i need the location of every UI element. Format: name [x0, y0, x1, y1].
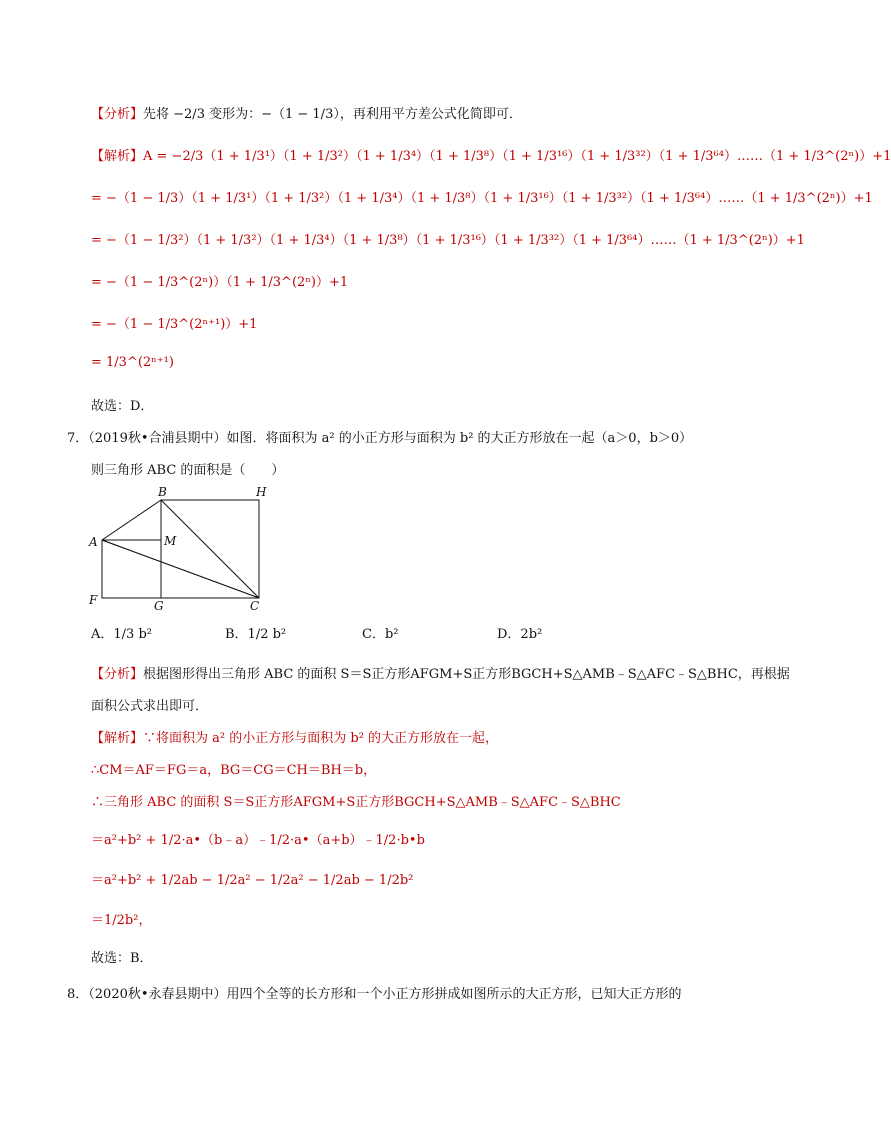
- q7-solution-line-1: 【解析】∵将面积为 a² 的小正方形与面积为 b² 的大正方形放在一起，: [91, 731, 499, 746]
- q7-solution-line-5: ＝a²+b² + 1/2ab − 1/2a² − 1/2a² − 1/2ab − 1/2b²: [91, 873, 414, 888]
- segment-ab: [102, 500, 161, 540]
- q6-solution-line-3: = −（1 − 1/3²）（1 + 1/3²）（1 + 1/3⁴）（1 + 1/3⁸）（1 + 1/3¹⁶）（1 + 1/3³²）（1 + 1/3⁶⁴）……（1 + 1/3^(2ⁿ)）+1: [91, 233, 805, 248]
- q7-geometry-figure: [86, 484, 286, 614]
- label-m: M: [164, 534, 177, 548]
- q6-solution-line-6: = 1/3^(2ⁿ⁺¹): [91, 355, 174, 370]
- label-h: H: [256, 485, 267, 499]
- q7-stem-line-1: 7．（2019秋•合浦县期中）如图．将面积为 a² 的小正方形与面积为 b² 的大正方形放在一起（a＞0，b＞0）: [67, 431, 693, 446]
- q6-solution-line-5: = −（1 − 1/3^(2ⁿ⁺¹)）+1: [91, 317, 258, 332]
- q7-solution-line-6: ＝1/2b²，: [91, 913, 152, 928]
- solution-label: 【解析】: [91, 731, 144, 746]
- solution-label: 【解析】: [91, 149, 144, 164]
- q6-analysis-text: 先将 −2/3 变形为：−（1 − 1/3），再利用平方差公式化简即可．: [143, 107, 522, 122]
- q6-analysis: [91, 104, 522, 126]
- q6-solution-line-1: 【解析】A = −2/3（1 + 1/3¹）（1 + 1/3²）（1 + 1/3⁴）（1 + 1/3⁸）（1 + 1/3¹⁶）（1 + 1/3³²）（1 + 1/3⁶⁴）……（1 + 1/3^(2ⁿ)）+1: [91, 149, 891, 164]
- label-a: A: [89, 535, 98, 549]
- label-f: F: [89, 593, 98, 607]
- small-square: [102, 540, 161, 598]
- analysis-label: 【分析】: [91, 107, 144, 122]
- option-d: D．2b²: [497, 627, 543, 642]
- q6-solution-line-4: = −（1 − 1/3^(2ⁿ)）（1 + 1/3^(2ⁿ)）+1: [91, 275, 349, 290]
- q7-solution-line-3: ∴三角形 ABC 的面积 S＝S正方形AFGM+S正方形BGCH+S△AMB﹣S△AFC﹣S△BHC: [91, 795, 621, 810]
- option-b: B．1/2 b²: [225, 627, 287, 642]
- label-g: G: [154, 599, 164, 613]
- q7-analysis-line-2: 面积公式求出即可．: [91, 699, 209, 714]
- q7-solution-line-2: ∴CM＝AF＝FG＝a，BG＝CG＝CH＝BH＝b，: [91, 763, 377, 778]
- segment-bc: [161, 500, 259, 598]
- q7-analysis-line-1: 【分析】根据图形得出三角形 ABC 的面积 S＝S正方形AFGM+S正方形BGCH+S△AMB﹣S△AFC﹣S△BHC，再根据: [91, 667, 790, 682]
- analysis-label: 【分析】: [91, 667, 144, 682]
- label-b: B: [158, 485, 167, 499]
- q8-stem-line-1: 8．（2020秋•永春县期中）用四个全等的长方形和一个小正方形拼成如图所示的大正方形，已知大正方形的: [67, 987, 682, 1002]
- q7-solution-line-4: ＝a²+b² + 1/2·a•（b﹣a）﹣1/2·a•（a+b）﹣1/2·b•b: [91, 833, 425, 848]
- option-a: A．1/3 b²: [91, 627, 152, 642]
- label-c: C: [250, 599, 260, 613]
- q7-answer: 故选：B．: [91, 951, 153, 966]
- q6-answer: 故选：D．: [91, 399, 154, 414]
- q6-solution-line-2: = −（1 − 1/3）（1 + 1/3¹）（1 + 1/3²）（1 + 1/3⁴）（1 + 1/3⁸）（1 + 1/3¹⁶）（1 + 1/3³²）（1 + 1/3⁶⁴）……（1 + 1/3^(2ⁿ)）+1: [91, 191, 873, 206]
- option-c: C．b²: [362, 627, 399, 642]
- q7-stem-line-2: 则三角形 ABC 的面积是（ ）: [91, 463, 285, 478]
